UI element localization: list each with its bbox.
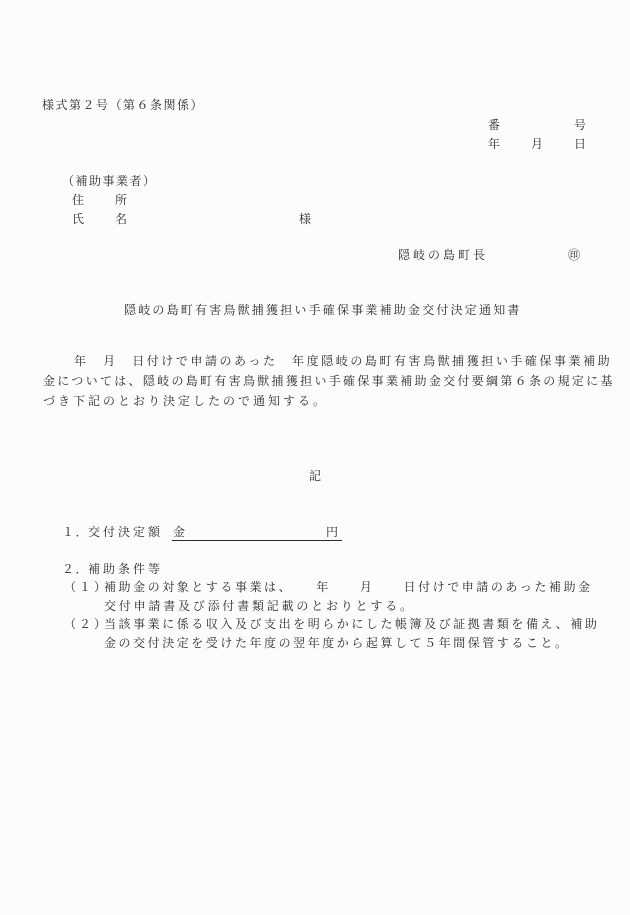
item2-number: ２． — [62, 562, 90, 576]
name-label-1: 氏 — [72, 212, 86, 226]
ki-marker: 記 — [309, 469, 323, 483]
amount-prefix: 金 — [173, 525, 187, 539]
condition1-line2: 交付申請書及び添付書類記載のとおりとする。 — [104, 599, 415, 613]
seal-mark: ㊞ — [568, 248, 582, 262]
condition2-number: （２） — [64, 617, 110, 631]
address-label-2: 所 — [115, 193, 129, 207]
condition2-line1: 当該事業に係る収入及び支出を明らかにした帳簿及び証拠書類を備え、補助 — [104, 617, 600, 631]
item2-label: 補助条件等 — [88, 562, 164, 576]
item1-number: １． — [62, 525, 90, 539]
amount-field — [172, 526, 342, 541]
date-month-label: 月 — [531, 137, 545, 151]
addressee-group-label: （補助事業者） — [62, 174, 157, 188]
body-line-3: づき下記のとおり決定したので通知する。 — [43, 394, 329, 408]
issuer-title: 隠岐の島町長 — [398, 248, 489, 262]
condition1-line1: 補助金の対象とする事業は、 年 月 日付けで申請のあった補助金 — [104, 580, 593, 594]
honorific-sama: 様 — [299, 212, 313, 226]
item1-label: 交付決定額 — [88, 525, 164, 539]
condition1-number: （１） — [64, 580, 110, 594]
body-line-1: 年 月 日付けで申請のあった 年度隠岐の島町有害鳥獣捕獲担い手確保事業補助 — [74, 354, 613, 368]
body-line-2: 金については、隠岐の島町有害鳥獣捕獲担い手確保事業補助金交付要綱第６条の規定に基 — [43, 374, 615, 388]
form-number: 様式第２号（第６条関係） — [42, 98, 205, 112]
document-title: 隠岐の島町有害鳥獣捕獲担い手確保事業補助金交付決定通知書 — [124, 303, 522, 317]
address-label-1: 住 — [72, 193, 86, 207]
document-number-go: 号 — [574, 118, 588, 132]
date-day-label: 日 — [574, 137, 588, 151]
date-year-label: 年 — [488, 137, 502, 151]
name-label-2: 名 — [115, 212, 129, 226]
condition2-line2: 金の交付決定を受けた年度の翌年度から起算して５年間保管すること。 — [104, 636, 570, 650]
document-number-ban: 番 — [488, 118, 502, 132]
amount-suffix: 円 — [326, 525, 340, 539]
